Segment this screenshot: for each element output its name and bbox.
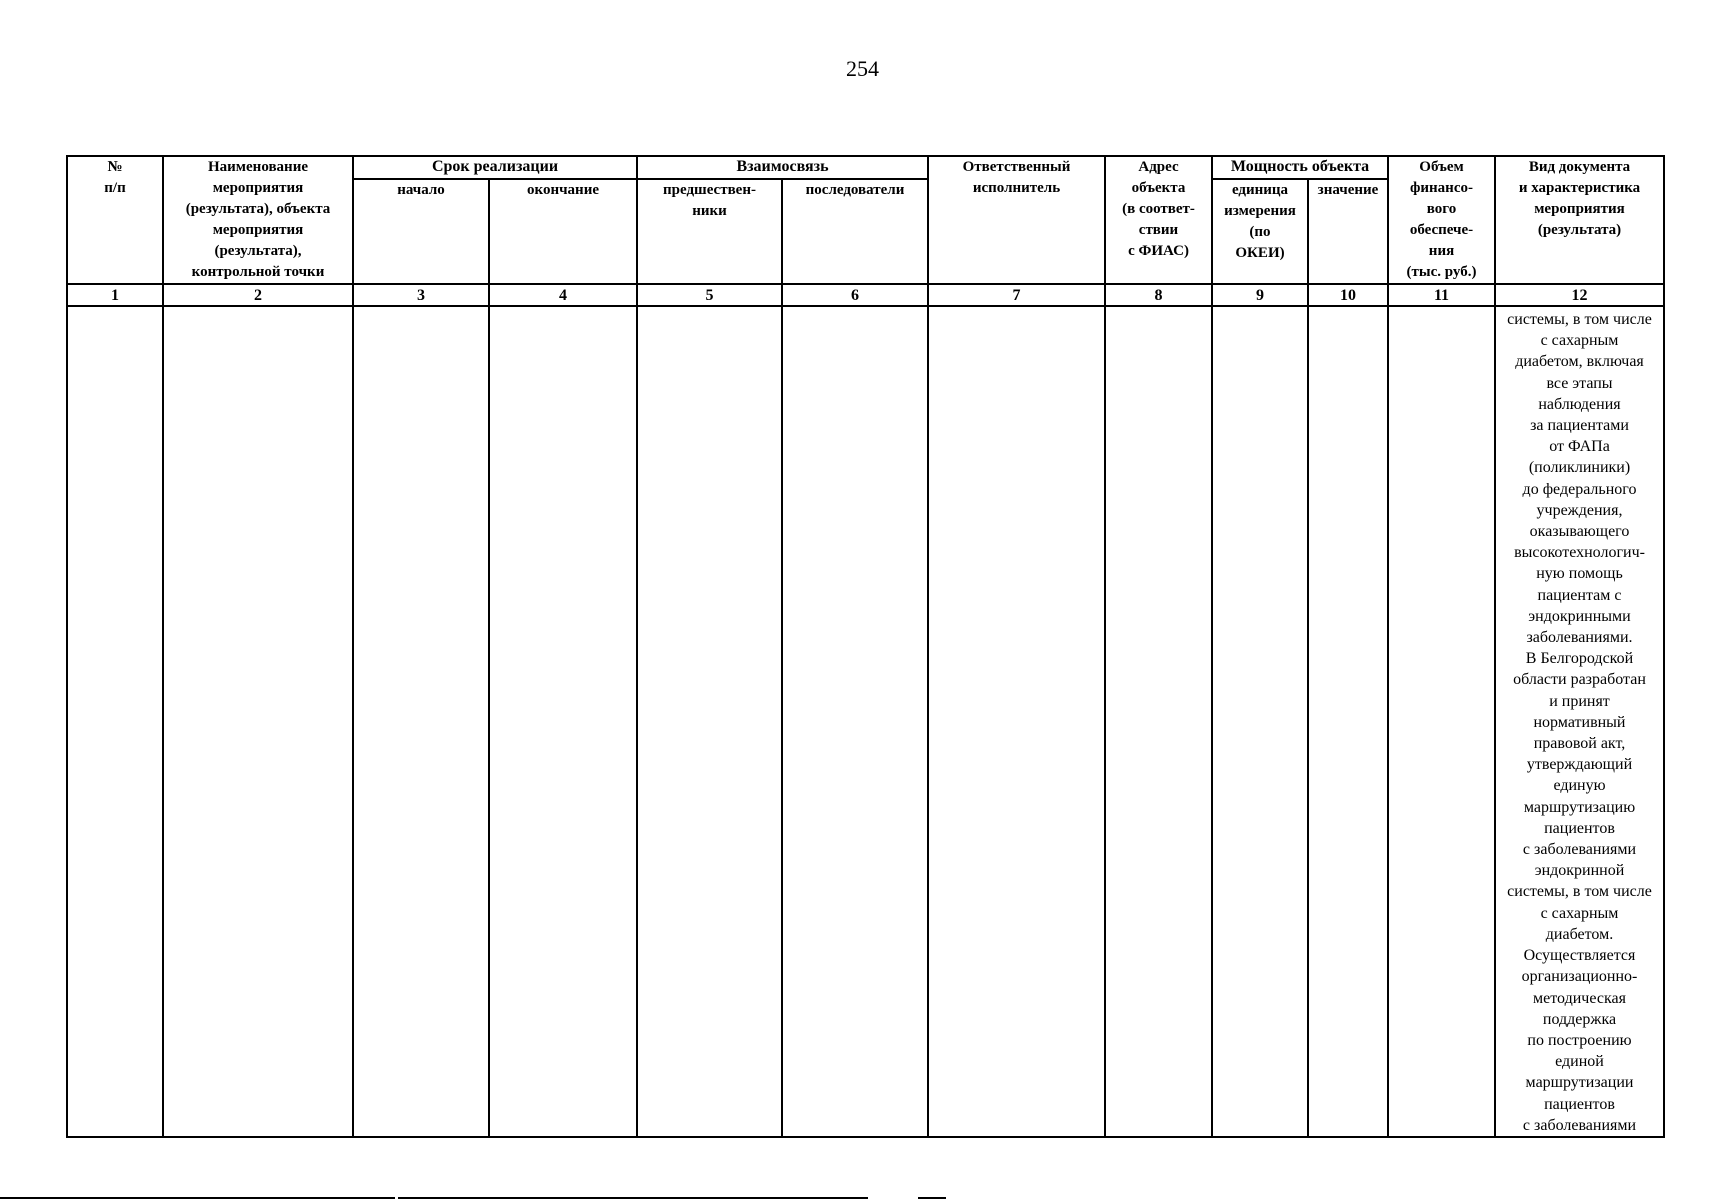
text-line: измерения	[1224, 203, 1296, 219]
text-line: пациентам с	[1537, 586, 1622, 604]
text-line: с сахарным	[1540, 332, 1619, 350]
column-number: 8	[1105, 284, 1212, 306]
text-line: до федерального	[1522, 480, 1637, 498]
text-line: методическая	[1533, 989, 1626, 1007]
text-line: с заболеваниями	[1522, 1116, 1637, 1134]
cell-document-description	[1495, 306, 1664, 1137]
column-number: 5	[637, 284, 782, 306]
column-number: 2	[163, 284, 353, 306]
header-financing	[1388, 156, 1495, 284]
cell-number	[67, 306, 163, 1137]
text-line: Осуществляется	[1523, 947, 1636, 965]
text-line: ОКЕИ)	[1235, 245, 1285, 261]
text-line: по построению	[1527, 1031, 1632, 1049]
text-line: Наименование	[208, 159, 308, 175]
text-line: мероприятия	[212, 222, 304, 238]
text-line: диабетом.	[1545, 925, 1614, 943]
text-line: диабетом, включая	[1515, 353, 1644, 371]
cell-start	[353, 306, 489, 1137]
header-name	[163, 156, 353, 284]
cell-value	[1308, 306, 1388, 1137]
text-line: (в соответ-	[1122, 201, 1195, 217]
text-line: от ФАПа	[1549, 438, 1610, 456]
text-line: все этапы	[1546, 374, 1613, 392]
text-line: обеспече-	[1409, 222, 1474, 238]
column-number: 6	[782, 284, 928, 306]
header-group-srok: Срок реализации	[353, 156, 637, 179]
column-number: 12	[1495, 284, 1664, 306]
text-line: Вид документа	[1528, 159, 1631, 175]
text-line: области разработан	[1513, 671, 1646, 689]
text-line: эндокринными	[1528, 607, 1631, 625]
text-line: нормативный	[1533, 713, 1626, 731]
text-line: Объем	[1419, 159, 1464, 175]
activities-table	[66, 155, 1665, 1138]
page-number: 254	[846, 56, 879, 81]
text-line: вого	[1426, 201, 1457, 217]
cell-end	[489, 306, 637, 1137]
column-number: 7	[928, 284, 1105, 306]
cell-name	[163, 306, 353, 1137]
text-line: эндокринной	[1534, 862, 1625, 880]
cell-successors	[782, 306, 928, 1137]
text-line: п/п	[104, 180, 126, 196]
text-line: маршрутизацию	[1523, 798, 1636, 816]
column-number: 9	[1212, 284, 1308, 306]
cell-unit	[1212, 306, 1308, 1137]
header-start: начало	[353, 179, 489, 284]
text-line: оказывающего	[1529, 523, 1630, 541]
text-line: Адрес	[1138, 159, 1179, 175]
header-number	[67, 156, 163, 284]
text-line: исполнитель	[972, 180, 1061, 196]
text-line: (по	[1249, 224, 1271, 240]
column-number: 1	[67, 284, 163, 306]
text-line: объекта	[1131, 180, 1186, 196]
column-number: 10	[1308, 284, 1388, 306]
text-line: утверждающий	[1526, 756, 1633, 774]
text-line: мероприятия	[212, 180, 304, 196]
text-line: и характеристика	[1518, 180, 1641, 196]
text-line: (тыс. руб.)	[1406, 264, 1477, 280]
text-line: ную помощь	[1536, 565, 1623, 583]
text-line: системы, в том числе	[1507, 883, 1652, 901]
column-number: 11	[1388, 284, 1495, 306]
text-line: учреждения,	[1536, 501, 1623, 519]
text-line: финансо-	[1410, 180, 1473, 196]
column-number: 3	[353, 284, 489, 306]
header-unit	[1212, 179, 1308, 284]
text-line: (результата),	[214, 243, 302, 259]
header-group-vzaimosvyaz: Взаимосвязь	[637, 156, 928, 179]
header-address	[1105, 156, 1212, 284]
text-line: (поликлиники)	[1528, 459, 1631, 477]
header-end: окончание	[489, 179, 637, 284]
cell-responsible	[928, 306, 1105, 1137]
footer-rule	[0, 1197, 395, 1199]
text-line: наблюдения	[1538, 395, 1621, 413]
text-line: и принят	[1549, 692, 1610, 710]
footer-rule	[398, 1197, 868, 1199]
text-line: системы, в том числе	[1507, 311, 1652, 328]
cell-address	[1105, 306, 1212, 1137]
text-line: заболеваниями.	[1526, 629, 1633, 647]
header-predecessors	[637, 179, 782, 284]
text-line: высокотехнологич-	[1514, 544, 1645, 562]
text-line: предшествен-	[663, 182, 756, 198]
text-line: мероприятия	[1534, 201, 1625, 217]
text-line: (результата)	[1537, 222, 1622, 238]
text-line: ния	[1428, 243, 1455, 259]
text-line: №	[107, 159, 123, 175]
text-line: единую	[1553, 777, 1606, 795]
text-line: В Белгородской	[1525, 650, 1634, 668]
text-line: единица	[1231, 182, 1289, 198]
column-number: 4	[489, 284, 637, 306]
text-line: с заболеваниями	[1522, 841, 1637, 859]
text-line: пациентов	[1544, 1095, 1615, 1113]
text-line: поддержка	[1542, 1010, 1617, 1028]
text-line: контрольной точки	[191, 264, 325, 280]
text-line: маршрутизации	[1525, 1074, 1634, 1092]
header-successors: последователи	[782, 179, 928, 284]
text-line: ники	[692, 203, 727, 219]
text-line: Ответственный	[962, 159, 1071, 175]
cell-financing	[1388, 306, 1495, 1137]
text-line: с сахарным	[1540, 904, 1619, 922]
text-line: единой	[1555, 1053, 1604, 1071]
header-group-moshchnost: Мощность объекта	[1212, 156, 1388, 179]
text-line: ствии	[1138, 222, 1179, 238]
text-line: организационно-	[1521, 968, 1638, 986]
footer-rule	[918, 1197, 946, 1199]
text-line: с ФИАС)	[1128, 243, 1189, 259]
cell-predecessors	[637, 306, 782, 1137]
header-document-type	[1495, 156, 1664, 284]
text-line: правовой акт,	[1533, 735, 1626, 753]
text-line: (результата), объекта	[185, 201, 331, 217]
text-line: пациентов	[1544, 819, 1615, 837]
header-value: значение	[1308, 179, 1388, 284]
text-line: за пациентами	[1530, 417, 1629, 435]
header-responsible	[928, 156, 1105, 284]
